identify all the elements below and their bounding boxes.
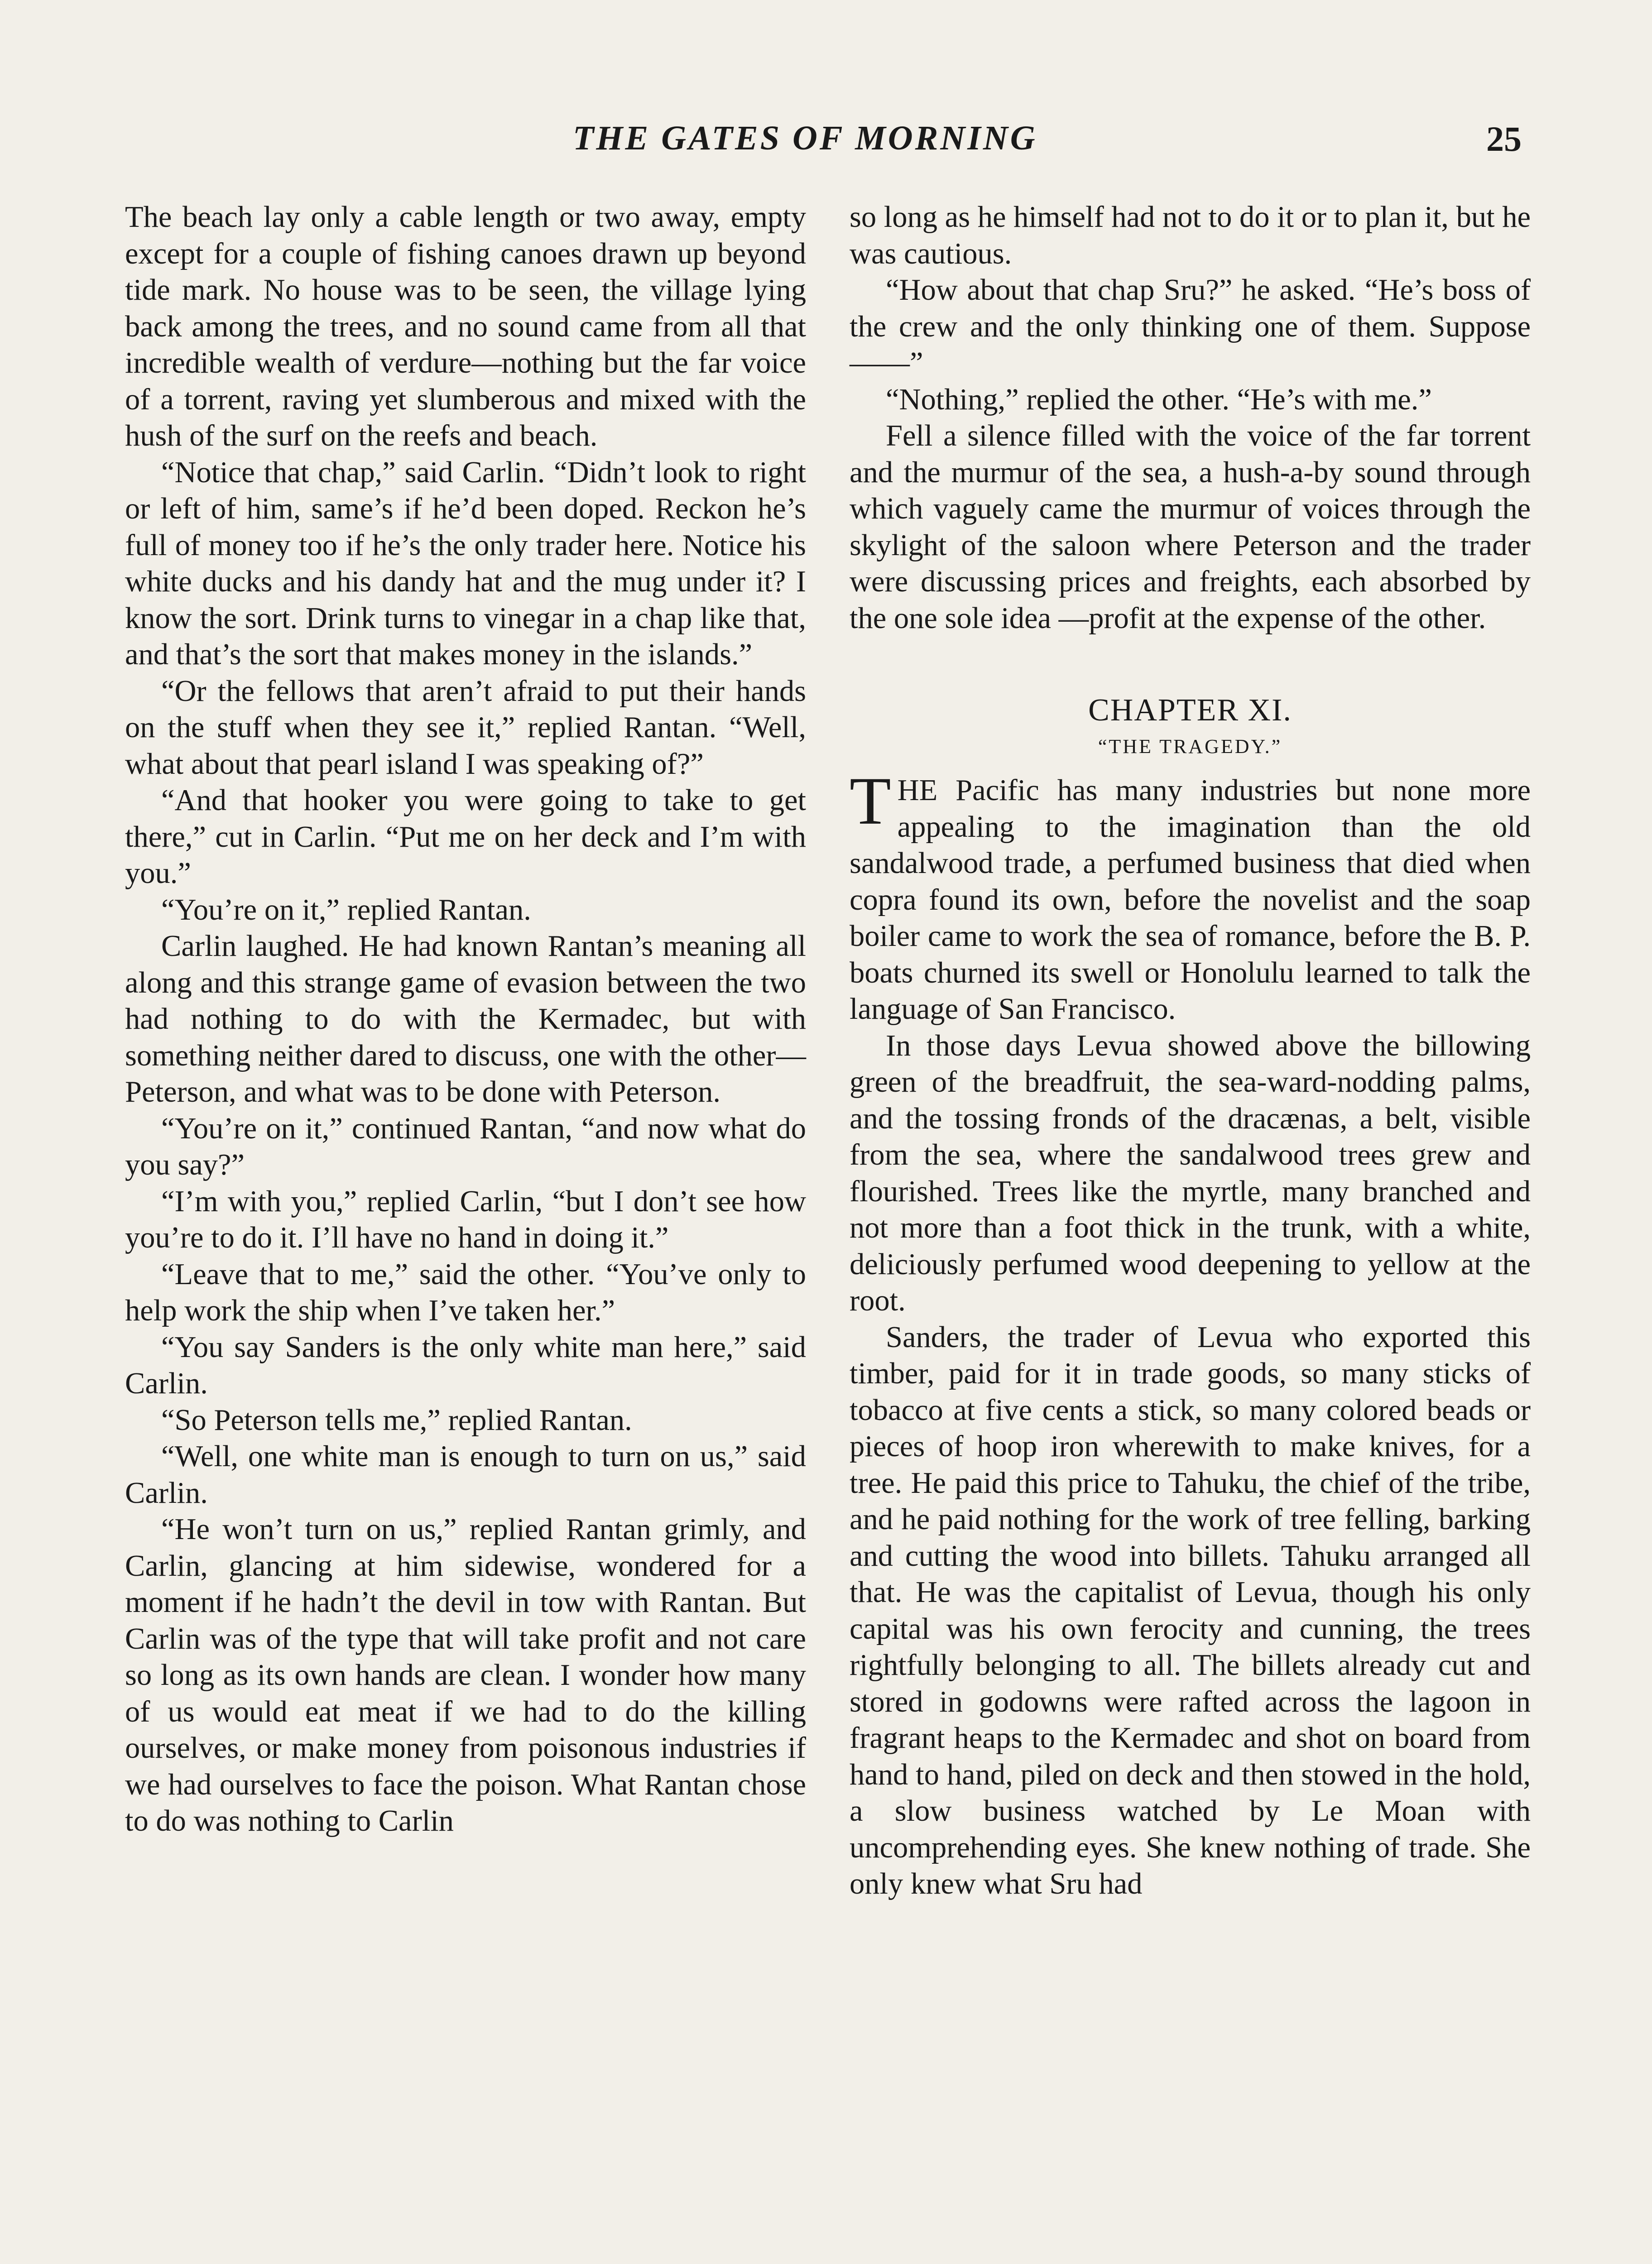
page-number: 25 (1486, 119, 1522, 158)
paragraph: “Nothing,” replied the other. “He’s with me.” (886, 383, 1432, 416)
paragraph: Carlin laughed. He had known Rantan’s meaning all along and this strange game of evasion between the two had nothing to do with the Kermadec, but with something neither dared to discuss, one with the other—Peterson, and what was to be done with Peterson. (125, 930, 806, 1108)
paragraph: “You’re on it,” continued Rantan, “and now what do you say?” (125, 1112, 806, 1181)
paragraph: Sanders, the trader of Levua who exported this timber, paid for it in trade goods, so many sticks of tobacco at five cents a stick, so many colored beads or pieces of hoop iron wherewith to make knives, for a tree. He paid this price to Tahuku, the chief of the tribe, and he paid nothing for the work of tree felling, barking and cutting the wood into billets. Tahuku arranged all that. He was the capitalist of Levua, though his only capital was his own ferocity and cunning, the trees rightfully belonging to all. The billets already cut and stored in godowns were rafted across the lagoon in fragrant heaps to the Kermadec and shot on board from hand to hand, piled on deck and then stowed in the hold, a slow business watched by Le Moan with uncomprehending eyes. She knew nothing of trade. She only knew what Sru had (850, 1320, 1531, 1900)
paragraph: “I’m with you,” replied Carlin, “but I don’t see how you’re to do it. I’ll have no hand in doing it.” (125, 1185, 806, 1254)
running-title: THE GATES OF MORNING (573, 119, 1037, 157)
paragraph: “You say Sanders is the only white man here,” said Carlin. (125, 1330, 806, 1400)
paragraph: The beach lay only a cable length or two away, empty except for a couple of fishing canoes drawn up beyond tide mark. No house was to be seen, the village lying back among the trees, and no sound came from all that incredible wealth of verdure—nothing but the far voice of a torrent, raving yet slumberous and mixed with the hush of the surf on the reefs and beach. (125, 201, 806, 452)
drop-cap: T (850, 763, 891, 839)
paragraph: Fell a silence filled with the voice of the far torrent and the murmur of the sea, a hush-a-by sound through which vaguely came the murmur of voices through the skylight of the saloon where Peterson and the trader were discussing prices and freights, each absorbed by the one sole idea —profit at the expense of the other. (850, 419, 1531, 635)
paragraph: “He won’t turn on us,” replied Rantan grimly, and Carlin, glancing at him sidewise, wondered for a moment if he hadn’t the devil in tow with Rantan. But Carlin was of the type that will take profit and not care so long as its own hands are clean. I wonder how many of us would eat meat if we had to do the killing ourselves, or make money from poisonous industries if we had ourselves to face the poison. What Rantan chose to do was nothing to Carlin (125, 1513, 806, 1837)
running-header (0, 119, 1652, 168)
paragraph: so long as he himself had not to do it or to plan it, but he was cautious. (850, 201, 1531, 270)
paragraph: “You’re on it,” replied Rantan. (161, 893, 531, 926)
opening-text: HE Pacific has many industries but none more appealing to the imagination than the old sandalwood trade, a perfumed business that died when copra found its own, before the novelist and the soap boiler came to work the sea of romance, before the B. P. boats churned its swell or Honolulu learned to talk the language of San Francisco. (850, 774, 1531, 1026)
paragraph: “And that hooker you were going to take to get there,” cut in Carlin. “Put me on her deck and I’m with you.” (125, 784, 806, 890)
paragraph: “Or the fellows that aren’t afraid to put their hands on the stuff when they see it,” replied Rantan. “Well, what about that pearl island I was speaking of?” (125, 674, 806, 781)
chapter-subtitle: “THE TRAGEDY.” (1098, 735, 1282, 758)
chapter-heading: CHAPTER XI. (1088, 693, 1292, 728)
paragraph: In those days Levua showed above the billowing green of the breadfruit, the sea-ward-nodding palms, and the tossing fronds of the dracænas, a belt, visible from the sea, where the sandalwood trees grew and flourished. Trees like the myrtle, many branched and not more than a foot thick in the trunk, with a white, deliciously perfumed wood deepening to yellow at the root. (850, 1029, 1531, 1317)
paragraph: “Leave that to me,” said the other. “You’ve only to help work the ship when I’ve taken her.” (125, 1257, 806, 1327)
left-column (125, 199, 806, 1840)
paragraph: “How about that chap Sru?” he asked. “He’s boss of the crew and the only thinking one of them. Suppose——” (850, 273, 1531, 379)
paragraph: “Notice that chap,” said Carlin. “Didn’t look to right or left of him, same’s if he’d been doped. Reckon he’s full of money too if he’s the only trader here. Notice his white ducks and his dandy hat and the mug under it? I know the sort. Drink turns to vinegar in a chap like that, and that’s the sort that makes money in the islands.” (125, 456, 806, 671)
right-column (850, 199, 1531, 1903)
chapter-opening-paragraph (850, 763, 1531, 1028)
paragraph: “Well, one white man is enough to turn on us,” said Carlin. (125, 1440, 806, 1510)
paragraph: “So Peterson tells me,” replied Rantan. (161, 1403, 632, 1437)
